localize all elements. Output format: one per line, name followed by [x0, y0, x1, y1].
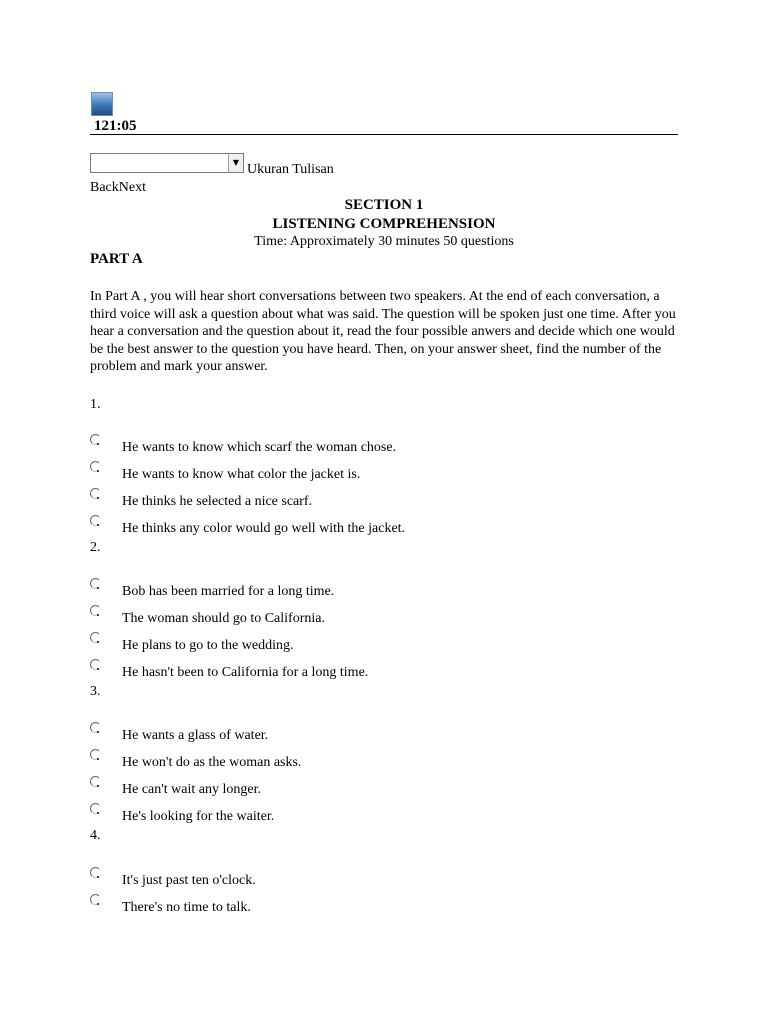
radio-button[interactable]: [90, 578, 101, 589]
radio-button[interactable]: [90, 605, 101, 616]
radio-button[interactable]: [90, 632, 101, 643]
radio-button[interactable]: [90, 722, 101, 733]
radio-button[interactable]: [90, 659, 101, 670]
question-number: 3.: [90, 684, 101, 699]
answer-option-text: He thinks any color would go well with the jacket.: [122, 521, 406, 536]
answer-option-text: He wants a glass of water.: [122, 728, 269, 743]
navigation: [90, 180, 146, 196]
radio-button[interactable]: [90, 776, 101, 787]
answer-option-text: He wants to know what color the jacket is.: [122, 467, 361, 482]
answer-option-text: He won't do as the woman asks.: [122, 755, 302, 770]
font-size-label: Ukuran Tulisan: [247, 162, 334, 177]
countdown-timer: 121:05: [94, 118, 137, 134]
header-divider: [90, 134, 678, 135]
section-time: Time: Approximately 30 minutes 50 questions: [254, 234, 514, 249]
radio-button[interactable]: [90, 867, 101, 878]
radio-button[interactable]: [90, 894, 101, 905]
section-number: SECTION 1: [344, 197, 424, 213]
answer-option-text: The woman should go to California.: [122, 611, 325, 626]
answer-option-text: He hasn't been to California for a long time.: [122, 665, 369, 680]
answer-option-text: He wants to know which scarf the woman chose.: [122, 440, 397, 455]
radio-button[interactable]: [90, 749, 101, 760]
part-instructions: In Part A , you will hear short conversations between two speakers. At the end of each conversation, a third voice will ask a question about what was said. The question will be spoken just one time. After you hear a conversation and the question about it, read the four possible anwers and decide which one would be the best answer to the question you have heard. Then, on your answer sheet, find the number of the problem and mark your answer.: [90, 289, 676, 374]
answer-option-text: He thinks he selected a nice scarf.: [122, 494, 313, 509]
font-size-select[interactable]: [90, 153, 244, 173]
radio-button[interactable]: [90, 461, 101, 472]
chevron-down-icon[interactable]: ▼: [228, 154, 243, 172]
part-title: PART A: [90, 251, 143, 267]
answer-option-text: He can't wait any longer.: [122, 782, 261, 797]
site-logo: [91, 92, 113, 116]
answer-option-text: Bob has been married for a long time.: [122, 584, 335, 599]
back-link[interactable]: Back: [90, 180, 119, 195]
answer-option-text: He plans to go to the wedding.: [122, 638, 294, 653]
question-number: 1.: [90, 397, 101, 412]
radio-button[interactable]: [90, 434, 101, 445]
radio-button[interactable]: [90, 515, 101, 526]
next-link[interactable]: Next: [118, 180, 146, 195]
radio-button[interactable]: [90, 488, 101, 499]
answer-option-text: It's just past ten o'clock.: [122, 873, 256, 888]
section-name: LISTENING COMPREHENSION: [272, 216, 496, 232]
question-number: 4.: [90, 828, 101, 843]
answer-option-text: There's no time to talk.: [122, 900, 251, 915]
answer-option-text: He's looking for the waiter.: [122, 809, 275, 824]
radio-button[interactable]: [90, 803, 101, 814]
question-number: 2.: [90, 540, 101, 555]
